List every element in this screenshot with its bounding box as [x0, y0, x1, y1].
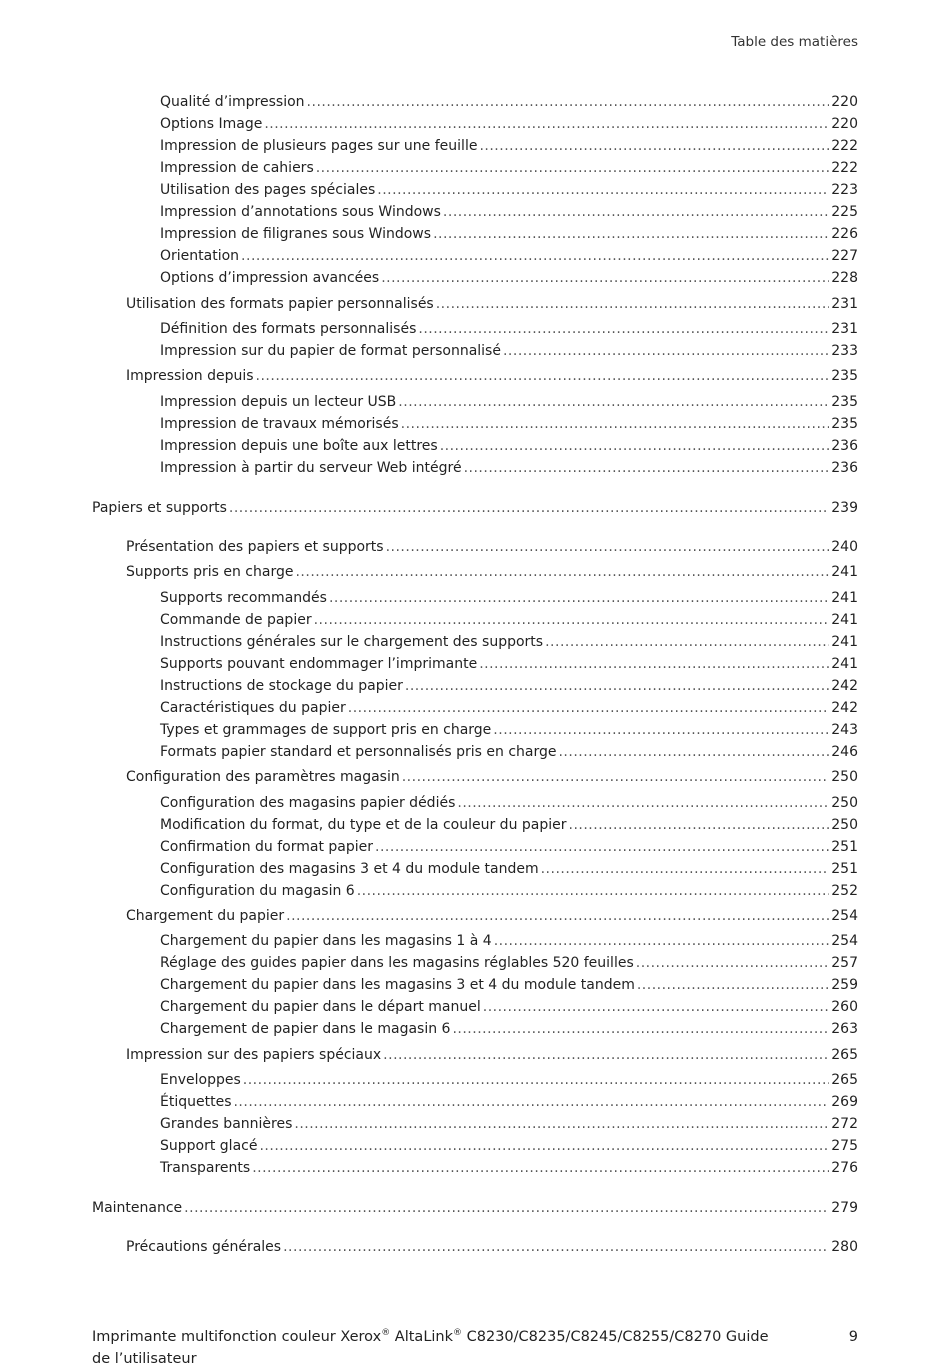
toc-entry-title: Qualité d’impression [160, 94, 305, 110]
toc-entry[interactable] [0, 881, 858, 901]
toc-dot-leader [402, 767, 830, 787]
toc-entry-title: Chargement du papier [126, 908, 285, 924]
toc-entry-page: 257 [831, 955, 858, 971]
toc-entry-title: Types et grammages de support pris en charge [160, 722, 492, 738]
footer-text-part: C8230/C8235/C8245/C8255/C8270 Guide de l’utilisateur [92, 1329, 769, 1367]
toc-entry-title: Chargement du papier dans le départ manuel [160, 999, 481, 1015]
toc-entry[interactable] [0, 588, 858, 608]
toc-entry-page: 279 [831, 1200, 858, 1216]
toc-entry-page: 236 [831, 460, 858, 476]
toc-dot-leader [503, 341, 829, 361]
toc-entry-page: 226 [831, 226, 858, 242]
toc-entry[interactable] [0, 953, 858, 973]
toc-entry[interactable] [0, 1158, 858, 1178]
toc-dot-leader [229, 498, 829, 518]
toc-entry-page: 235 [831, 368, 858, 384]
toc-dot-leader [479, 136, 829, 156]
toc-dot-leader [401, 414, 830, 434]
toc-entry-page: 233 [831, 343, 858, 359]
toc-entry-title: Configuration des paramètres magasin [126, 769, 400, 785]
toc-entry[interactable] [0, 676, 858, 696]
toc-entry-title: Impression depuis [126, 368, 254, 384]
toc-entry[interactable] [0, 158, 858, 178]
toc-entry-title: Impression de cahiers [160, 160, 314, 176]
toc-entry-page: 231 [831, 296, 858, 312]
toc-entry-title: Supports pouvant endommager l’imprimante [160, 656, 478, 672]
toc-entry-title: Papiers et supports [92, 500, 227, 516]
toc-entry[interactable] [0, 1092, 858, 1112]
toc-entry-title: Configuration des magasins papier dédiés [160, 795, 456, 811]
toc-entry-page: 260 [831, 999, 858, 1015]
toc-entry[interactable] [0, 180, 858, 200]
toc-entry-title: Impression depuis un lecteur USB [160, 394, 397, 410]
toc-entry-title: Support glacé [160, 1138, 258, 1154]
toc-entry-title: Commande de papier [160, 612, 312, 628]
toc-entry-page: 235 [831, 394, 858, 410]
toc-entry-page: 250 [831, 817, 858, 833]
toc-entry[interactable] [0, 837, 858, 857]
toc-entry-title: Confirmation du format papier [160, 839, 374, 855]
toc-entry[interactable] [0, 224, 858, 244]
toc-entry[interactable] [0, 815, 858, 835]
toc-entry-page: 280 [831, 1239, 858, 1255]
toc-entry-title: Impression sur des papiers spéciaux [126, 1047, 382, 1063]
toc-entry[interactable] [0, 906, 858, 926]
toc-entry[interactable] [0, 1136, 858, 1156]
toc-entry[interactable] [0, 1198, 858, 1218]
toc-dot-leader [377, 180, 829, 200]
toc-entry-title: Chargement du papier dans les magasins 3 et 4 du module tandem [160, 977, 635, 993]
toc-dot-leader [233, 1092, 829, 1112]
toc-entry[interactable] [0, 1237, 858, 1257]
toc-entry-title: Configuration du magasin 6 [160, 883, 355, 899]
toc-entry-page: 265 [831, 1047, 858, 1063]
toc-dot-leader [558, 742, 829, 762]
toc-entry-title: Chargement du papier dans les magasins 1 à 4 [160, 933, 492, 949]
toc-entry-page: 251 [831, 839, 858, 855]
toc-entry-page: 242 [831, 678, 858, 694]
toc-dot-leader [307, 92, 830, 112]
toc-entry[interactable] [0, 319, 858, 339]
toc-entry[interactable] [0, 366, 858, 386]
toc-dot-leader [569, 815, 830, 835]
toc-entry[interactable] [0, 610, 858, 630]
toc-entry-page: 275 [831, 1138, 858, 1154]
toc-entry-title: Options d’impression avancées [160, 270, 380, 286]
toc-entry[interactable] [0, 931, 858, 951]
toc-entry[interactable] [0, 742, 858, 762]
toc-entry-page: 252 [831, 883, 858, 899]
toc-entry-title: Réglage des guides papier dans les magasins réglables 520 feuilles [160, 955, 634, 971]
toc-entry[interactable] [0, 632, 858, 652]
toc-entry-page: 236 [831, 438, 858, 454]
toc-dot-leader [329, 588, 829, 608]
toc-dot-leader [479, 654, 829, 674]
toc-entry-title: Instructions générales sur le chargement des supports [160, 634, 544, 650]
toc-entry-page: 220 [831, 94, 858, 110]
toc-entry[interactable] [0, 1114, 858, 1134]
toc-dot-leader [440, 436, 830, 456]
toc-entry[interactable] [0, 202, 858, 222]
toc-entry-page: 222 [831, 138, 858, 154]
toc-entry[interactable] [0, 246, 858, 266]
toc-entry[interactable] [0, 793, 858, 813]
toc-entry-page: 250 [831, 795, 858, 811]
toc-dot-leader [545, 632, 829, 652]
toc-entry[interactable] [0, 698, 858, 718]
toc-entry-title: Transparents [160, 1160, 251, 1176]
toc-entry-page: 228 [831, 270, 858, 286]
toc-entry-page: 272 [831, 1116, 858, 1132]
toc-entry-title: Impression de travaux mémorisés [160, 416, 399, 432]
toc-dot-leader [386, 537, 830, 557]
toc-dot-leader [541, 859, 830, 879]
toc-entry-page: 241 [831, 590, 858, 606]
toc-dot-leader [264, 114, 829, 134]
toc-entry-page: 251 [831, 861, 858, 877]
toc-entry-page: 276 [831, 1160, 858, 1176]
toc-entry[interactable] [0, 498, 858, 518]
toc-entry-page: 250 [831, 769, 858, 785]
toc-entry-title: Présentation des papiers et supports [126, 539, 384, 555]
toc-dot-leader [252, 1158, 829, 1178]
footer-document-title [92, 1326, 782, 1370]
toc-entry-page: 222 [831, 160, 858, 176]
toc-entry[interactable] [0, 562, 858, 582]
toc-entry[interactable] [0, 1045, 858, 1065]
toc-entry[interactable] [0, 1070, 858, 1090]
toc-dot-leader [381, 268, 829, 288]
toc-entry[interactable] [0, 537, 858, 557]
toc-dot-leader [375, 837, 829, 857]
toc-entry-page: 265 [831, 1072, 858, 1088]
toc-entry[interactable] [0, 997, 858, 1017]
toc-entry-title: Configuration des magasins 3 et 4 du module tandem [160, 861, 539, 877]
toc-entry-title: Impression à partir du serveur Web intégré [160, 460, 462, 476]
toc-entry-page: 241 [831, 634, 858, 650]
toc-dot-leader [637, 975, 829, 995]
toc-entry-title: Définition des formats personnalisés [160, 321, 417, 337]
toc-dot-leader [398, 392, 829, 412]
toc-entry-title: Impression sur du papier de format personnalisé [160, 343, 501, 359]
toc-dot-leader [436, 294, 830, 314]
toc-entry-title: Maintenance [92, 1200, 183, 1216]
toc-dot-leader [283, 1237, 829, 1257]
toc-entry-title: Utilisation des pages spéciales [160, 182, 376, 198]
toc-entry[interactable] [0, 859, 858, 879]
toc-entry[interactable] [0, 654, 858, 674]
toc-dot-leader [286, 906, 829, 926]
toc-entry[interactable] [0, 294, 858, 314]
page-number: 9 [848, 1329, 858, 1345]
toc-dot-leader [493, 720, 829, 740]
toc-entry[interactable] [0, 392, 858, 412]
toc-dot-leader [243, 1070, 830, 1090]
toc-dot-leader [348, 698, 830, 718]
toc-entry-page: 220 [831, 116, 858, 132]
toc-entry-page: 259 [831, 977, 858, 993]
toc-entry[interactable] [0, 975, 858, 995]
toc-entry-page: 269 [831, 1094, 858, 1110]
toc-entry-title: Supports pris en charge [126, 564, 294, 580]
toc-entry-title: Impression de filigranes sous Windows [160, 226, 432, 242]
toc-entry-page: 225 [831, 204, 858, 220]
toc-entry-page: 254 [831, 933, 858, 949]
toc-entry-page: 231 [831, 321, 858, 337]
toc-entry-page: 241 [831, 564, 858, 580]
toc-entry-title: Instructions de stockage du papier [160, 678, 403, 694]
toc-entry[interactable] [0, 1019, 858, 1039]
toc-entry-title: Précautions générales [126, 1239, 282, 1255]
toc-entry-title: Options Image [160, 116, 263, 132]
toc-dot-leader [184, 1198, 829, 1218]
toc-entry-page: 246 [831, 744, 858, 760]
registered-mark: ® [453, 1328, 463, 1339]
toc-dot-leader [357, 881, 830, 901]
registered-mark: ® [381, 1328, 391, 1339]
toc-entry[interactable] [0, 414, 858, 434]
toc-dot-leader [241, 246, 829, 266]
toc-dot-leader [259, 1136, 829, 1156]
toc-dot-leader [316, 158, 830, 178]
toc-dot-leader [418, 319, 829, 339]
toc-entry[interactable] [0, 436, 858, 456]
toc-entry-title: Chargement de papier dans le magasin 6 [160, 1021, 451, 1037]
toc-dot-leader [405, 676, 829, 696]
toc-entry-page: 227 [831, 248, 858, 264]
toc-dot-leader [443, 202, 829, 222]
toc-dot-leader [433, 224, 829, 244]
toc-dot-leader [452, 1019, 829, 1039]
toc-entry[interactable] [0, 136, 858, 156]
toc-dot-leader [295, 562, 829, 582]
toc-entry[interactable] [0, 720, 858, 740]
toc-entry-title: Formats papier standard et personnalisés pris en charge [160, 744, 557, 760]
toc-entry-title: Utilisation des formats papier personnalisés [126, 296, 434, 312]
toc-entry-page: 241 [831, 612, 858, 628]
toc-entry-title: Caractéristiques du papier [160, 700, 346, 716]
toc-entry[interactable] [0, 92, 858, 112]
toc-entry-page: 263 [831, 1021, 858, 1037]
toc-entry-title: Grandes bannières [160, 1116, 293, 1132]
toc-dot-leader [383, 1045, 829, 1065]
toc-dot-leader [256, 366, 830, 386]
running-header: Table des matières [731, 34, 858, 50]
toc-entry[interactable] [0, 458, 858, 478]
toc-entry-title: Impression de plusieurs pages sur une feuille [160, 138, 478, 154]
footer-text-part: AltaLink [390, 1329, 454, 1345]
toc-entry[interactable] [0, 268, 858, 288]
toc-entry-page: 240 [831, 539, 858, 555]
toc-entry-title: Impression d’annotations sous Windows [160, 204, 441, 220]
toc-dot-leader [483, 997, 830, 1017]
toc-entry-page: 223 [831, 182, 858, 198]
toc-entry[interactable] [0, 341, 858, 361]
toc-dot-leader [294, 1114, 829, 1134]
toc-entry[interactable] [0, 767, 858, 787]
toc-entry-title: Orientation [160, 248, 240, 264]
toc-entry-title: Supports recommandés [160, 590, 327, 606]
toc-entry-page: 235 [831, 416, 858, 432]
toc-dot-leader [494, 931, 830, 951]
toc-dot-leader [464, 458, 830, 478]
toc-entry-page: 239 [831, 500, 858, 516]
toc-entry-title: Impression depuis une boîte aux lettres [160, 438, 438, 454]
toc-entry[interactable] [0, 114, 858, 134]
toc-entry-page: 242 [831, 700, 858, 716]
toc-dot-leader [457, 793, 829, 813]
toc-dot-leader [636, 953, 830, 973]
footer-text-part: Imprimante multifonction couleur Xerox [92, 1329, 382, 1345]
toc-entry-page: 241 [831, 656, 858, 672]
toc-entry-page: 254 [831, 908, 858, 924]
toc-entry-page: 243 [831, 722, 858, 738]
toc-entry-title: Étiquettes [160, 1094, 232, 1110]
toc-entry-title: Modification du format, du type et de la couleur du papier [160, 817, 567, 833]
toc-dot-leader [314, 610, 830, 630]
toc-entry-title: Enveloppes [160, 1072, 241, 1088]
